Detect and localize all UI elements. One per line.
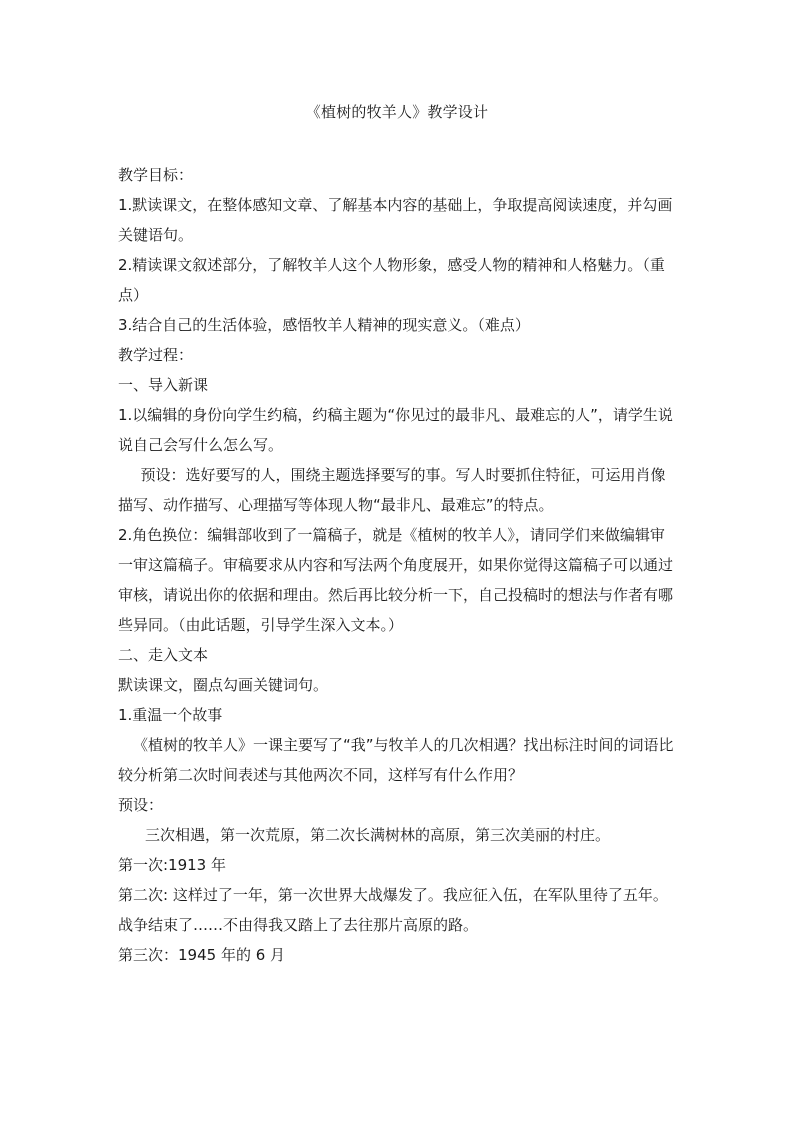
story-heading: 1.重温一个故事 [118, 706, 223, 724]
intro-step-2: 2.角色换位：编辑部收到了一篇稿子，就是《植树的牧羊人》，请同学们来做编辑审一审这篇稿子。审稿要求从内容和写法两个角度展开，如果你觉得这篇稿子可以通过审核，请说出你的依据和理由。然后再比较分析一下，自己投稿时的想法与作者有哪些异同。（由此话题，引导学生深入文本。） [118, 526, 674, 634]
encounter-2: 第二次: 这样过了一年，第一次世界大战爆发了。我应征入伍，在军队里待了五年。战争结束了……不由得我又踏上了去往那片高原的路。 [118, 886, 668, 934]
preset-label: 预设： [118, 796, 164, 814]
three-encounters: 三次相遇，第一次荒原，第二次长满树林的高原，第三次美丽的村庄。 [145, 826, 611, 844]
section-heading-process: 教学过程： [118, 346, 194, 364]
section-heading-objectives: 教学目标： [118, 166, 194, 184]
document-body [118, 160, 678, 970]
subheading-text: 二、走入文本 [118, 646, 209, 664]
objective-1: 1.默读课文，在整体感知文章、了解基本内容的基础上，争取提高阅读速度，并勾画关键语句。 [118, 196, 673, 244]
objective-2: 2.精读课文叙述部分，了解牧羊人这个人物形象，感受人物的精神和人格魅力。（重点） [118, 256, 665, 304]
intro-step-1: 1.以编辑的身份向学生约稿，约稿主题为“你见过的最非凡、最难忘的人”，请学生说说自己会写什么怎么写。 [118, 406, 673, 454]
intro-preset: 预设：选好要写的人，围绕主题选择要写的事。写人时要抓住特征，可运用肖像描写、动作描写、心理描写等体现人物“最非凡、最难忘”的特点。 [118, 466, 666, 514]
encounter-3: 第三次：1945 年的 6 月 [118, 946, 286, 964]
objective-3: 3.结合自己的生活体验，感悟牧羊人精神的现实意义。（难点） [118, 316, 530, 334]
subheading-intro: 一、导入新课 [118, 376, 209, 394]
document-title: 《植树的牧羊人》教学设计 [305, 103, 489, 121]
reading-instruction: 默读课文，圈点勾画关键词句。 [118, 676, 329, 694]
encounter-1: 第一次:1913 年 [118, 856, 226, 874]
story-question: 《植树的牧羊人》一课主要写了“我”与牧羊人的几次相遇？找出标注时间的词语比较分析第二次时间表述与其他两次不同，这样写有什么作用？ [118, 736, 674, 784]
